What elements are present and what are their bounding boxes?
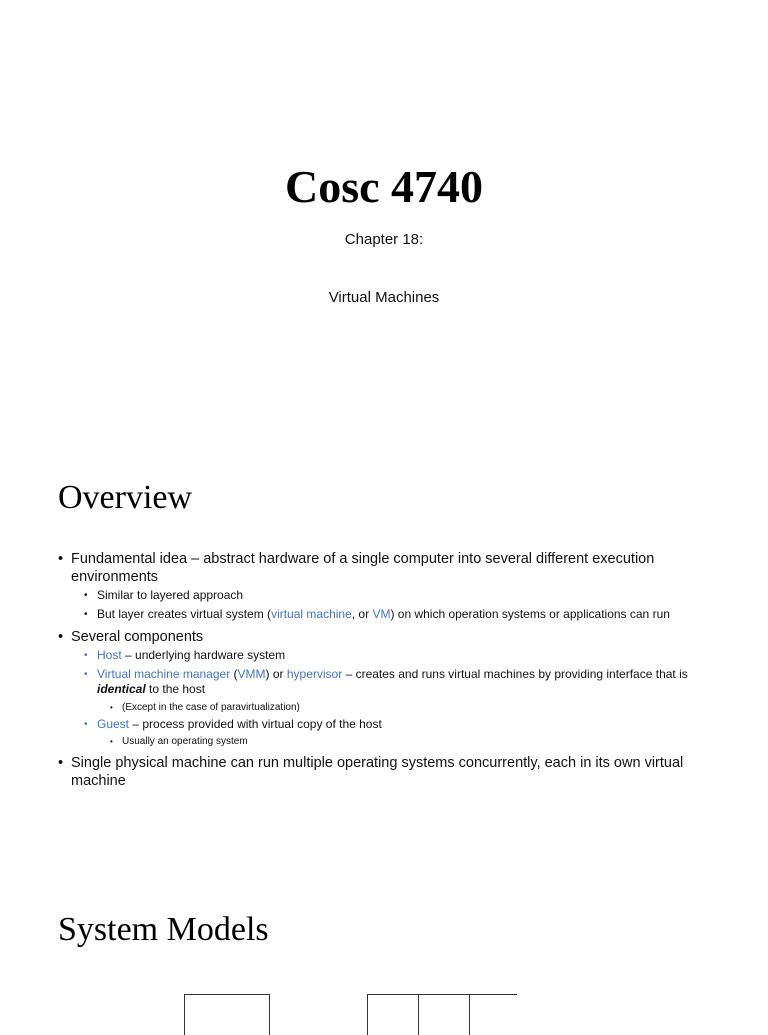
term-host: Host bbox=[97, 648, 122, 662]
sub-bullet-virtual-system bbox=[84, 607, 728, 623]
overview-heading: Overview bbox=[58, 479, 193, 516]
sub-bullet-vmm bbox=[84, 667, 728, 698]
bullet-fundamental-idea: • Fundamental idea – abstract hardware of a single computer into several different execution environments bbox=[58, 550, 728, 586]
term-hypervisor: hypervisor bbox=[286, 666, 343, 681]
diagram-column-divider bbox=[469, 995, 470, 1035]
bullet-several-components: • Several components bbox=[58, 628, 728, 646]
emphasis-identical: identical bbox=[97, 682, 146, 696]
term-guest: Guest bbox=[97, 716, 130, 731]
overview-slide bbox=[0, 432, 768, 864]
slide-subtitle-chapter: Chapter 18: bbox=[344, 231, 424, 248]
term-virtual-machine-manager: Virtual machine manager bbox=[97, 666, 231, 681]
note-paravirtualization: • (Except in the case of paravirtualization) bbox=[110, 701, 728, 714]
system-models-heading: System Models bbox=[58, 911, 269, 948]
term-virtual-machine: virtual machine bbox=[271, 606, 352, 621]
overview-bullet-list bbox=[58, 550, 728, 792]
slide-subtitle-topic: Virtual Machines bbox=[328, 289, 440, 306]
diagram-column-divider bbox=[367, 995, 368, 1035]
vmm-description-1: – creates and runs virtual machines by providing interface that is bbox=[342, 666, 688, 681]
virtual-system-text-middle: , or bbox=[351, 606, 373, 621]
vmm-description-2: to the host bbox=[145, 682, 206, 696]
sub-bullet-layered-approach: • Similar to layered approach bbox=[84, 588, 728, 604]
vmm-paren-open: ( bbox=[230, 666, 238, 681]
system-model-diagram-right bbox=[367, 994, 517, 1035]
virtual-system-text-prefix: But layer creates virtual system ( bbox=[97, 606, 272, 621]
sub-bullet-guest bbox=[84, 717, 728, 733]
bullet-single-physical-machine: • Single physical machine can run multiple operating systems concurrently, each in its own virtual machine bbox=[58, 754, 728, 790]
system-models-slide bbox=[0, 864, 768, 1024]
term-vmm: VMM bbox=[237, 666, 266, 681]
term-vm: VM bbox=[372, 606, 391, 621]
vmm-paren-close: ) or bbox=[265, 666, 287, 681]
system-model-diagram-left bbox=[184, 994, 270, 1035]
slide-title: Cosc 4740 bbox=[284, 161, 484, 212]
diagram-column-divider bbox=[418, 995, 419, 1035]
sub-bullet-host bbox=[84, 648, 728, 664]
virtual-system-text-suffix: ) on which operation systems or applications can run bbox=[390, 606, 670, 621]
guest-description: – process provided with virtual copy of the host bbox=[129, 716, 382, 731]
title-slide bbox=[0, 0, 768, 432]
note-operating-system: • Usually an operating system bbox=[110, 735, 728, 748]
host-description: – underlying hardware system bbox=[121, 648, 286, 662]
